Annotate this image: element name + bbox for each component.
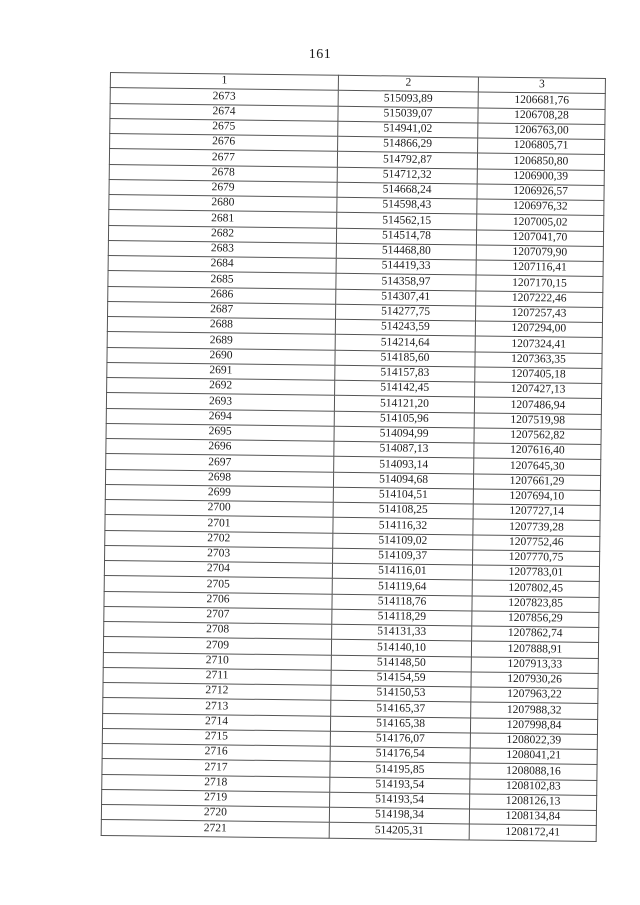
x-coordinate-cell: 514116,32 <box>333 518 473 535</box>
point-number-cell: 2710 <box>103 652 331 670</box>
x-coordinate-cell: 514941,02 <box>338 121 478 138</box>
x-coordinate-cell: 514121,20 <box>334 396 474 413</box>
x-coordinate-cell: 514195,85 <box>330 761 470 778</box>
x-coordinate-cell: 514087,13 <box>334 441 474 458</box>
y-coordinate-cell: 1207405,18 <box>475 367 602 384</box>
point-number-cell: 2717 <box>102 759 330 777</box>
x-coordinate-cell: 514148,50 <box>331 655 471 672</box>
y-coordinate-cell: 1207998,84 <box>470 717 597 734</box>
point-number-cell: 2713 <box>103 698 331 716</box>
point-number-cell: 2718 <box>102 774 330 792</box>
x-coordinate-cell: 514108,25 <box>333 502 473 519</box>
y-coordinate-cell: 1207616,40 <box>474 443 601 460</box>
x-coordinate-cell: 514712,32 <box>337 167 477 184</box>
x-coordinate-cell: 514176,07 <box>330 731 470 748</box>
point-number-cell: 2716 <box>102 743 330 761</box>
column-header-1: 1 <box>110 73 338 91</box>
y-coordinate-cell: 1207823,85 <box>472 595 599 612</box>
point-number-cell: 2695 <box>106 423 334 441</box>
point-number-cell: 2699 <box>105 484 333 502</box>
x-coordinate-cell: 514109,37 <box>333 548 473 565</box>
point-number-cell: 2685 <box>108 271 336 289</box>
point-number-cell: 2696 <box>106 438 334 456</box>
point-number-cell: 2715 <box>102 728 330 746</box>
y-coordinate-cell: 1207645,30 <box>474 458 601 475</box>
y-coordinate-cell: 1207562,82 <box>474 428 601 445</box>
y-coordinate-cell: 1206900,39 <box>477 168 604 185</box>
point-number-cell: 2704 <box>104 560 332 578</box>
x-coordinate-cell: 514598,43 <box>337 197 477 214</box>
point-number-cell: 2719 <box>102 789 330 807</box>
x-coordinate-cell: 514165,37 <box>331 700 471 717</box>
point-number-cell: 2686 <box>108 286 336 304</box>
point-number-cell: 2698 <box>105 469 333 487</box>
y-coordinate-cell: 1206850,80 <box>477 153 604 170</box>
point-number-cell: 2711 <box>103 667 331 685</box>
y-coordinate-cell: 1207005,02 <box>477 214 604 231</box>
point-number-cell: 2709 <box>103 637 331 655</box>
x-coordinate-cell: 514104,51 <box>333 487 473 504</box>
point-number-cell: 2684 <box>108 255 336 273</box>
x-coordinate-cell: 514866,29 <box>338 136 478 153</box>
y-coordinate-cell: 1207170,15 <box>476 275 603 292</box>
x-coordinate-cell: 514277,75 <box>335 304 475 321</box>
y-coordinate-cell: 1207727,14 <box>473 504 600 521</box>
point-number-cell: 2714 <box>102 713 330 731</box>
y-coordinate-cell: 1207988,32 <box>471 702 598 719</box>
x-coordinate-cell: 514140,10 <box>331 639 471 656</box>
x-coordinate-cell: 514193,54 <box>330 777 470 794</box>
point-number-cell: 2708 <box>104 621 332 639</box>
point-number-cell: 2687 <box>108 301 336 319</box>
y-coordinate-cell: 1207257,43 <box>475 306 602 323</box>
y-coordinate-cell: 1207222,46 <box>476 290 603 307</box>
x-coordinate-cell: 514109,02 <box>333 533 473 550</box>
y-coordinate-cell: 1207802,45 <box>472 580 599 597</box>
y-coordinate-cell: 1207913,33 <box>471 656 598 673</box>
y-coordinate-cell: 1207862,74 <box>472 626 599 643</box>
x-coordinate-cell: 514198,34 <box>329 807 469 824</box>
x-coordinate-cell: 514668,24 <box>337 182 477 199</box>
x-coordinate-cell: 514142,45 <box>335 380 475 397</box>
point-number-cell: 2694 <box>106 408 334 426</box>
point-number-cell: 2683 <box>108 240 336 258</box>
point-number-cell: 2673 <box>110 88 338 106</box>
x-coordinate-cell: 514243,59 <box>335 319 475 336</box>
x-coordinate-cell: 514214,64 <box>335 335 475 352</box>
point-number-cell: 2691 <box>107 362 335 380</box>
point-number-cell: 2688 <box>107 316 335 334</box>
x-coordinate-cell: 514205,31 <box>329 822 469 839</box>
table-body <box>101 88 605 841</box>
x-coordinate-cell: 514094,68 <box>333 472 473 489</box>
point-number-cell: 2701 <box>105 515 333 533</box>
y-coordinate-cell: 1206926,57 <box>477 184 604 201</box>
y-coordinate-cell: 1206708,28 <box>478 107 605 124</box>
point-number-cell: 2676 <box>110 134 338 152</box>
x-coordinate-cell: 514514,78 <box>336 228 476 245</box>
x-coordinate-cell: 514562,15 <box>337 213 477 230</box>
point-number-cell: 2702 <box>105 530 333 548</box>
y-coordinate-cell: 1208022,39 <box>470 733 597 750</box>
y-coordinate-cell: 1207770,75 <box>473 550 600 567</box>
x-coordinate-cell: 515093,89 <box>338 91 478 108</box>
point-number-cell: 2712 <box>103 682 331 700</box>
y-coordinate-cell: 1207486,94 <box>474 397 601 414</box>
page-number: 161 <box>308 47 332 62</box>
x-coordinate-cell: 514131,33 <box>332 624 472 641</box>
y-coordinate-cell: 1206763,00 <box>478 123 605 140</box>
y-coordinate-cell: 1207041,70 <box>476 229 603 246</box>
point-number-cell: 2690 <box>107 347 335 365</box>
point-number-cell: 2675 <box>110 118 338 136</box>
x-coordinate-cell: 514116,01 <box>332 563 472 580</box>
x-coordinate-cell: 514185,60 <box>335 350 475 367</box>
point-number-cell: 2678 <box>109 164 337 182</box>
y-coordinate-cell: 1208102,83 <box>470 778 597 795</box>
y-coordinate-cell: 1207963,22 <box>471 687 598 704</box>
y-coordinate-cell: 1207363,35 <box>475 351 602 368</box>
x-coordinate-cell: 514119,64 <box>332 579 472 596</box>
x-coordinate-cell: 514165,38 <box>330 716 470 733</box>
point-number-cell: 2707 <box>104 606 332 624</box>
y-coordinate-cell: 1208088,16 <box>470 763 597 780</box>
y-coordinate-cell: 1207324,41 <box>475 336 602 353</box>
y-coordinate-cell: 1207294,00 <box>475 321 602 338</box>
point-number-cell: 2705 <box>104 576 332 594</box>
point-number-cell: 2679 <box>109 179 337 197</box>
x-coordinate-cell: 514792,87 <box>337 152 477 169</box>
x-coordinate-cell: 514118,76 <box>332 594 472 611</box>
x-coordinate-cell: 514176,54 <box>330 746 470 763</box>
coordinates-table <box>101 72 606 842</box>
y-coordinate-cell: 1206976,32 <box>477 199 604 216</box>
y-coordinate-cell: 1208041,21 <box>470 748 597 765</box>
point-number-cell: 2680 <box>109 194 337 212</box>
point-number-cell: 2693 <box>106 393 334 411</box>
y-coordinate-cell: 1206681,76 <box>478 92 605 109</box>
point-number-cell: 2703 <box>105 545 333 563</box>
y-coordinate-cell: 1207116,41 <box>476 260 603 277</box>
point-number-cell: 2674 <box>110 103 338 121</box>
x-coordinate-cell: 514105,96 <box>334 411 474 428</box>
point-number-cell: 2682 <box>108 225 336 243</box>
y-coordinate-cell: 1207783,01 <box>472 565 599 582</box>
x-coordinate-cell: 514094,99 <box>334 426 474 443</box>
y-coordinate-cell: 1207739,28 <box>473 519 600 536</box>
x-coordinate-cell: 514358,97 <box>336 274 476 291</box>
y-coordinate-cell: 1208134,84 <box>469 809 596 826</box>
y-coordinate-cell: 1207752,46 <box>473 534 600 551</box>
y-coordinate-cell: 1207856,29 <box>472 611 599 628</box>
point-number-cell: 2706 <box>104 591 332 609</box>
point-number-cell: 2700 <box>105 499 333 517</box>
x-coordinate-cell: 514093,14 <box>334 457 474 474</box>
column-header-3: 3 <box>478 77 605 94</box>
y-coordinate-cell: 1206805,71 <box>478 138 605 155</box>
x-coordinate-cell: 514118,29 <box>332 609 472 626</box>
point-number-cell: 2692 <box>107 377 335 395</box>
point-number-cell: 2681 <box>109 210 337 228</box>
x-coordinate-cell: 514193,54 <box>330 792 470 809</box>
point-number-cell: 2720 <box>101 804 329 822</box>
y-coordinate-cell: 1208172,41 <box>469 824 596 841</box>
y-coordinate-cell: 1207888,91 <box>471 641 598 658</box>
y-coordinate-cell: 1207079,90 <box>476 245 603 262</box>
y-coordinate-cell: 1207427,13 <box>475 382 602 399</box>
x-coordinate-cell: 514419,33 <box>336 258 476 275</box>
y-coordinate-cell: 1207930,26 <box>471 672 598 689</box>
y-coordinate-cell: 1207661,29 <box>473 473 600 490</box>
column-header-2: 2 <box>338 75 478 92</box>
x-coordinate-cell: 514468,80 <box>336 243 476 260</box>
y-coordinate-cell: 1208126,13 <box>470 794 597 811</box>
x-coordinate-cell: 514154,59 <box>331 670 471 687</box>
coordinates-table-container <box>101 72 605 841</box>
point-number-cell: 2721 <box>101 820 329 838</box>
x-coordinate-cell: 514150,53 <box>331 685 471 702</box>
y-coordinate-cell: 1207694,10 <box>473 489 600 506</box>
x-coordinate-cell: 514307,41 <box>336 289 476 306</box>
x-coordinate-cell: 515039,07 <box>338 106 478 123</box>
point-number-cell: 2697 <box>106 454 334 472</box>
point-number-cell: 2689 <box>107 332 335 350</box>
point-number-cell: 2677 <box>109 149 337 167</box>
y-coordinate-cell: 1207519,98 <box>474 412 601 429</box>
x-coordinate-cell: 514157,83 <box>335 365 475 382</box>
